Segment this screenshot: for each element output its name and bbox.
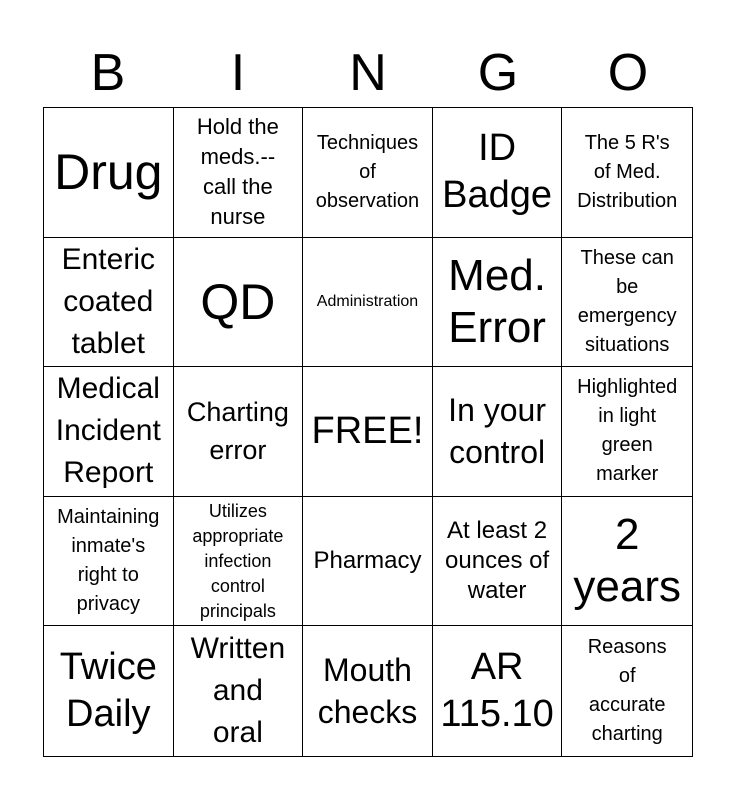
header-letter-n: N	[349, 44, 387, 102]
bingo-cell-text: Administration	[316, 292, 419, 310]
bingo-cell-r4c3[interactable]	[303, 497, 433, 627]
bingo-cell-r3c2[interactable]	[174, 367, 304, 497]
bingo-cell-text: QD	[200, 273, 276, 330]
bingo-cell-r5c4[interactable]	[433, 626, 563, 756]
bingo-cell-text: Written and oral	[190, 632, 286, 750]
bingo-cell-r3c1[interactable]	[44, 367, 174, 497]
bingo-cell-r2c2[interactable]	[174, 238, 304, 368]
bingo-cell-text: Utilizes appropriate infection control principals	[192, 500, 284, 621]
bingo-cell-r2c1[interactable]	[44, 238, 174, 368]
bingo-cell-r1c5[interactable]	[562, 108, 692, 238]
bingo-cell-text: Highlighted in light green marker	[577, 376, 678, 486]
header-letter-i: I	[230, 44, 246, 102]
bingo-cell-r5c2[interactable]	[174, 626, 304, 756]
bingo-cell-text: AR 115.10	[440, 646, 554, 736]
bingo-card-grid	[43, 107, 693, 757]
bingo-cell-r3c4[interactable]	[433, 367, 563, 497]
bingo-cell-r5c3[interactable]	[303, 626, 433, 756]
bingo-cell-text: Pharmacy	[313, 547, 422, 575]
bingo-cell-text: Medical Incident Report	[55, 372, 161, 490]
bingo-cell-r2c3[interactable]	[303, 238, 433, 368]
bingo-cell-r5c1[interactable]	[44, 626, 174, 756]
bingo-cell-r1c1[interactable]	[44, 108, 174, 238]
bingo-cell-r4c2[interactable]	[174, 497, 304, 627]
bingo-cell-r1c4[interactable]	[433, 108, 563, 238]
header-letter-g: G	[477, 44, 519, 102]
header-letter-o: O	[607, 44, 649, 102]
header-letter-b: B	[90, 44, 126, 102]
bingo-cell-text: Hold the meds.-- call the nurse	[196, 114, 279, 230]
bingo-header	[43, 38, 693, 108]
bingo-cell-r4c4[interactable]	[433, 497, 563, 627]
bingo-cell-text: In your control	[448, 392, 546, 471]
bingo-cell-text: Mouth checks	[317, 652, 418, 731]
bingo-cell-text: Charting error	[186, 397, 289, 466]
bingo-cell-text: ID Badge	[442, 127, 553, 217]
bingo-cell-text: Med. Error	[448, 250, 546, 352]
bingo-cell-r4c5[interactable]	[562, 497, 692, 627]
bingo-cell-r5c5[interactable]	[562, 626, 692, 756]
bingo-cell-text: The 5 R's of Med. Distribution	[577, 131, 678, 212]
bingo-cell-text: FREE!	[311, 409, 424, 452]
bingo-cell-r3c3[interactable]	[303, 367, 433, 497]
bingo-cell-text: Reasons of accurate charting	[587, 636, 667, 746]
bingo-cell-text: Drug	[54, 144, 163, 201]
bingo-cell-r1c2[interactable]	[174, 108, 304, 238]
bingo-cell-text: Twice Daily	[59, 646, 157, 736]
bingo-cell-r1c3[interactable]	[303, 108, 433, 238]
bingo-cell-text: 2 years	[573, 510, 681, 612]
bingo-cell-text: Techniques of observation	[315, 131, 420, 212]
bingo-cell-r2c4[interactable]	[433, 238, 563, 368]
bingo-cell-r2c5[interactable]	[562, 238, 692, 368]
bingo-cell-text: These can be emergency situations	[577, 246, 677, 356]
bingo-cell-text: Enteric coated tablet	[61, 242, 155, 360]
bingo-cell-text: Maintaining inmate's right to privacy	[57, 506, 160, 616]
bingo-cell-text: At least 2 ounces of water	[445, 517, 550, 605]
bingo-cell-r4c1[interactable]	[44, 497, 174, 627]
bingo-cell-r3c5[interactable]	[562, 367, 692, 497]
